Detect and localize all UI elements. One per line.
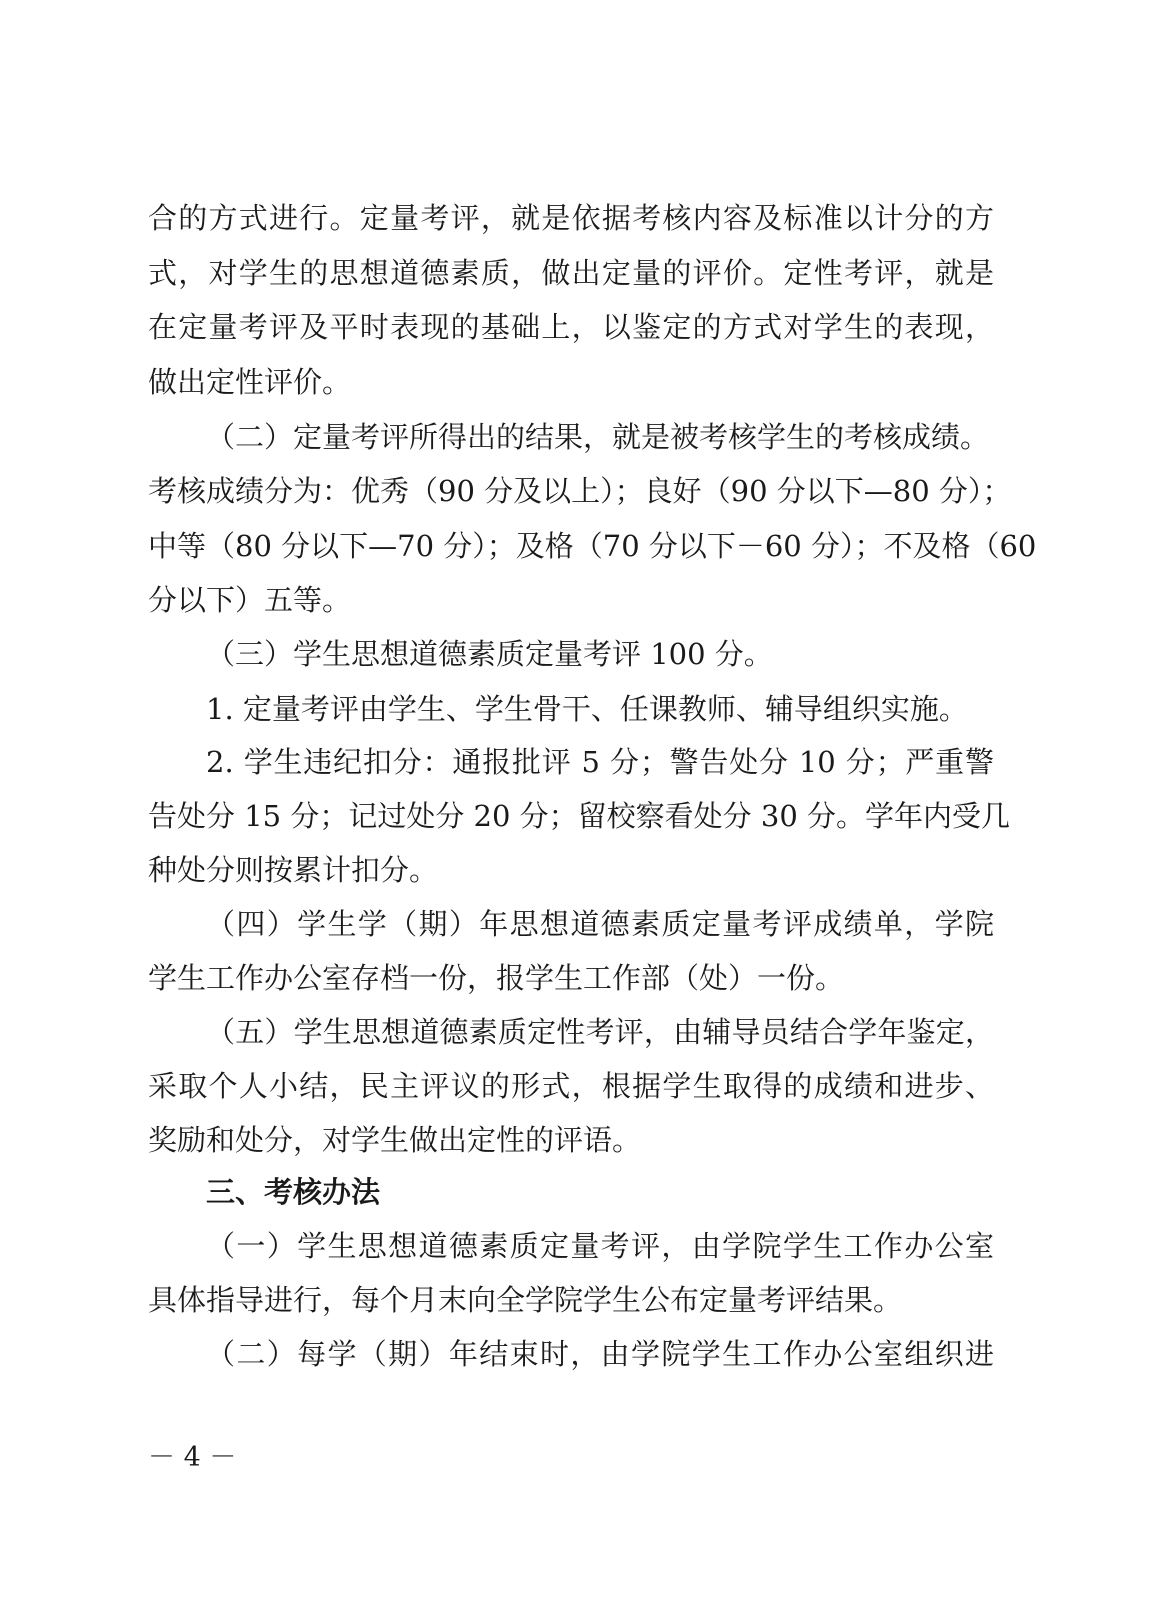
body-line: 考核成绩分为：优秀（90 分及以上）；良好（90 分以下—80 分）； [148,474,1012,508]
body-line: 告处分 15 分；记过处分 20 分；留校察看处分 30 分。学年内受几 [148,799,1011,833]
body-line: 合的方式进行。定量考评，就是依据考核内容及标准以计分的方 [148,201,994,235]
body-line: 1. 定量考评由学生、学生骨干、任课教师、辅导组织实施。 [206,692,968,726]
body-line: 做出定性评价。 [148,365,352,399]
body-line: （三）学生思想道德素质定量考评 100 分。 [206,637,773,671]
body-line: 2. 学生违纪扣分：通报批评 5 分；警告处分 10 分；严重警 [206,745,994,779]
body-line: 采取个人小结，民主评议的形式，根据学生取得的成绩和进步、 [148,1069,994,1103]
body-line: 在定量考评及平时表现的基础上，以鉴定的方式对学生的表现， [148,310,994,344]
body-line: （二）每学（期）年结束时，由学院学生工作办公室组织进 [206,1337,994,1371]
body-line: （五）学生思想道德素质定性考评，由辅导员结合学年鉴定， [206,1015,994,1049]
body-line: 分以下）五等。 [148,583,352,617]
body-line: 中等（80 分以下—70 分）；及格（70 分以下－60 分）；不及格（60 [148,529,1037,563]
body-line: 式，对学生的思想道德素质，做出定量的评价。定性考评，就是 [148,256,994,290]
body-line: （二）定量考评所得出的结果，就是被考核学生的考核成绩。 [206,420,990,454]
body-line: 学生工作办公室存档一份，报学生工作部（处）一份。 [148,961,845,995]
section-heading: 三、考核办法 [206,1175,381,1209]
body-line: 奖励和处分，对学生做出定性的评语。 [148,1123,642,1157]
body-line: （一）学生思想道德素质定量考评，由学院学生工作办公室 [206,1229,994,1263]
body-line: （四）学生学（期）年思想道德素质定量考评成绩单，学院 [206,907,994,941]
page-number: － 4 － [148,1442,237,1473]
body-line: 具体指导进行，每个月末向全学院学生公布定量考评结果。 [148,1283,903,1317]
body-line: 种处分则按累计扣分。 [148,853,439,887]
